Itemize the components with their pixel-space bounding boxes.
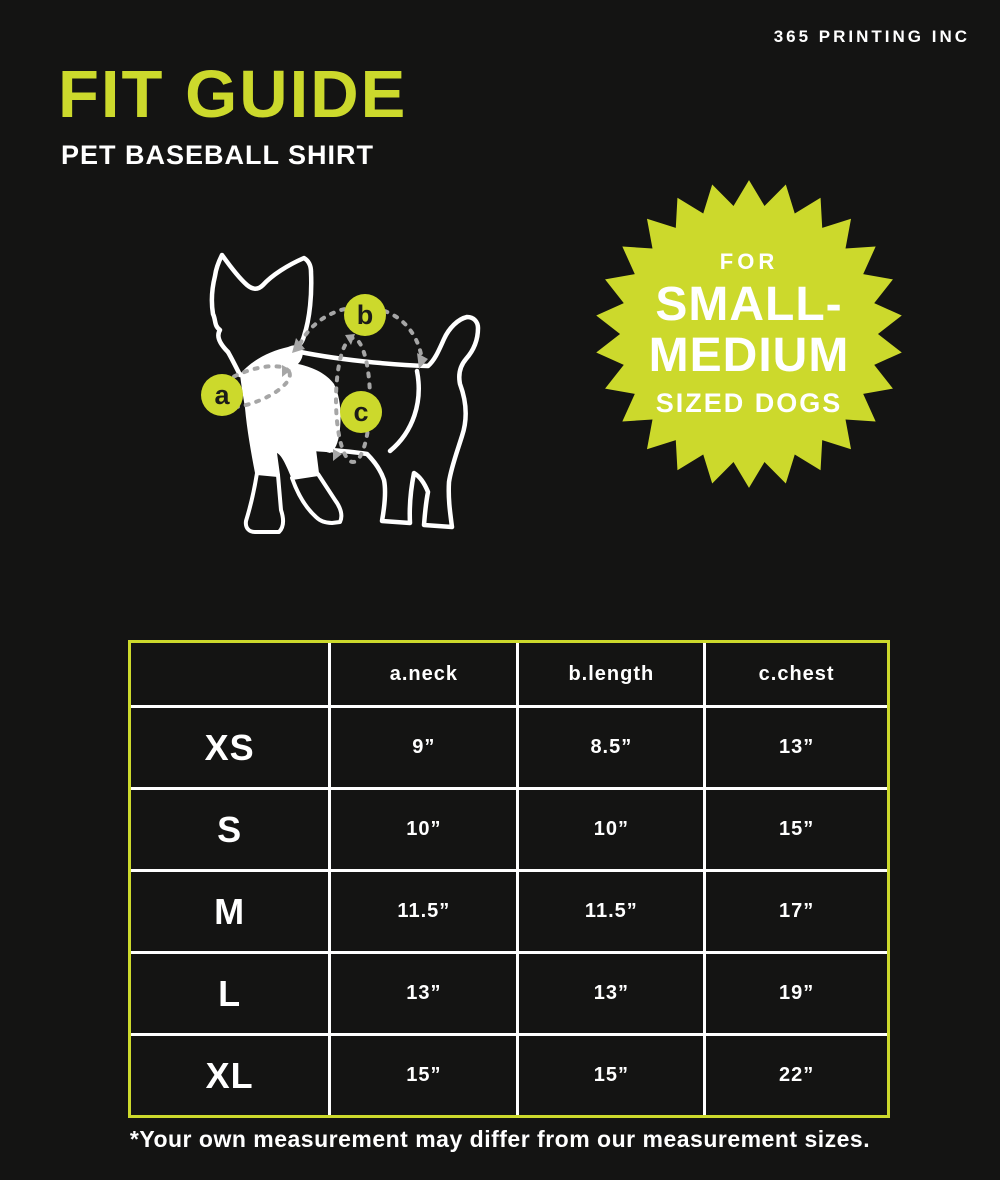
header-row [131, 643, 887, 707]
value-cell: 15” [705, 789, 887, 871]
brand-text: 365 PRINTING INC [773, 27, 970, 46]
column-header-cell [131, 643, 330, 707]
dog-measurement-diagram [170, 240, 510, 540]
value-cell: 15” [518, 1035, 705, 1116]
value-cell: 13” [330, 953, 518, 1035]
dog-diagram-svg [170, 240, 510, 540]
value-cell: 11.5” [518, 871, 705, 953]
column-header-cell: c.chest [705, 643, 887, 707]
size-cell: XS [131, 707, 330, 789]
size-chart-table [131, 643, 887, 1115]
size-cell: M [131, 871, 330, 953]
badge-line-for: FOR [719, 249, 779, 275]
value-cell: 19” [705, 953, 887, 1035]
table-row [131, 953, 887, 1035]
size-cell: XL [131, 1035, 330, 1116]
badge-line-sized-dogs: SIZED DOGS [655, 387, 843, 418]
marker-b-label: b [356, 300, 374, 330]
value-cell: 9” [330, 707, 518, 789]
value-cell: 13” [705, 707, 887, 789]
value-cell: 10” [518, 789, 705, 871]
footnote: *Your own measurement may differ from our measurement sizes. [129, 1126, 871, 1152]
value-cell: 17” [705, 871, 887, 953]
value-cell: 15” [330, 1035, 518, 1116]
badge-line-medium: MEDIUM [648, 328, 850, 382]
badge-text [593, 178, 905, 490]
page-subtitle: PET BASEBALL SHIRT [61, 140, 375, 170]
marker-a-label: a [214, 380, 230, 410]
dog-neck-line [228, 352, 240, 375]
size-chart-body [131, 643, 887, 1115]
size-chart [128, 640, 890, 1118]
marker-c-label: c [353, 397, 369, 427]
value-cell: 13” [518, 953, 705, 1035]
page-title: FIT GUIDE [58, 57, 408, 132]
column-header-cell: a.neck [330, 643, 518, 707]
size-badge [593, 178, 905, 490]
value-cell: 10” [330, 789, 518, 871]
column-header-cell: b.length [518, 643, 705, 707]
value-cell: 11.5” [330, 871, 518, 953]
dog-front-paw-far [292, 474, 341, 523]
dog-haunch-line [390, 371, 419, 451]
table-row [131, 1035, 887, 1116]
badge-line-small: SMALL- [655, 278, 843, 332]
value-cell: 22” [705, 1035, 887, 1116]
table-row [131, 871, 887, 953]
value-cell: 8.5” [518, 707, 705, 789]
size-cell: L [131, 953, 330, 1035]
table-row [131, 707, 887, 789]
dog-shirt [240, 345, 341, 477]
table-row [131, 789, 887, 871]
dog-front-paw-near [246, 473, 283, 532]
size-cell: S [131, 789, 330, 871]
